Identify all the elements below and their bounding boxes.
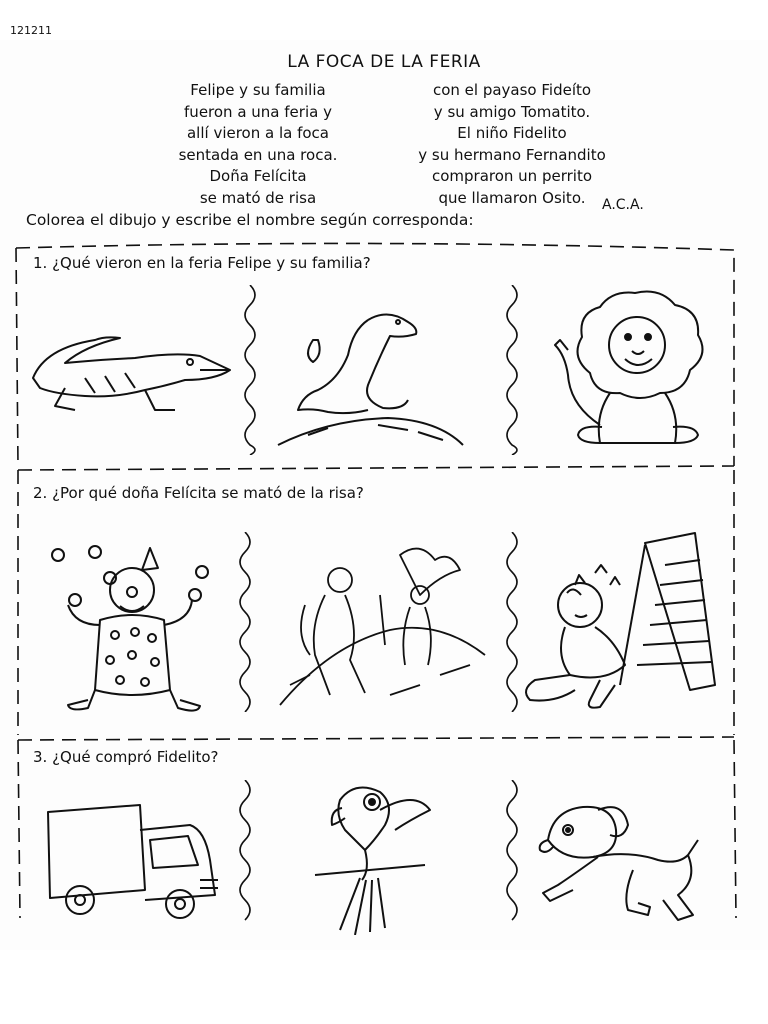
poem-line: se mató de risa [199,188,317,207]
poem-line: con el payaso Fideíto [432,81,592,99]
question-1: 1. ¿Qué vieron en la feria Felipe y su familia? [33,254,371,272]
crocodile-illustration [25,318,235,423]
puppy-illustration [538,795,718,935]
clown-illustration [40,540,220,720]
poem-line: y su hermano Fernandito [418,145,606,164]
question-3: 3. ¿Qué compró Fidelito? [33,748,219,766]
document-id: 121211 [10,24,52,37]
poem-line: que llamaron Osito. [438,188,586,207]
poem-line: Doña Felícita [209,167,307,185]
seal-illustration [268,300,468,450]
truck-illustration [40,800,230,925]
poem-line: El niño Fidelito [457,124,567,142]
question-2: 2. ¿Por qué doña Felícita se mató de la risa? [33,484,364,502]
poem-line: y su amigo Tomatito. [433,102,591,121]
poem-line: Felipe y su familia [190,81,326,99]
wavy-divider [235,285,265,455]
instruction-text: Colorea el dibujo y escribe el nombre según corresponda: [26,211,474,229]
wavy-divider [497,285,527,455]
poem-line: sentada en una roca. [178,145,338,164]
poem-line: allí vieron a la foca [186,124,329,142]
worksheet-title: LA FOCA DE LA FERIA [287,52,481,72]
wavy-divider [230,532,260,712]
hikers-illustration [270,535,490,715]
parrot-illustration [300,770,440,935]
poem-line: fueron a una feria y [184,102,332,121]
poem-line: compraron un perrito [431,167,593,185]
lion-illustration [540,285,730,455]
author-initials: A.C.A. [602,197,644,213]
wavy-divider [230,780,260,930]
wavy-divider [497,780,527,930]
boy-falling-ladder-illustration [515,525,725,715]
